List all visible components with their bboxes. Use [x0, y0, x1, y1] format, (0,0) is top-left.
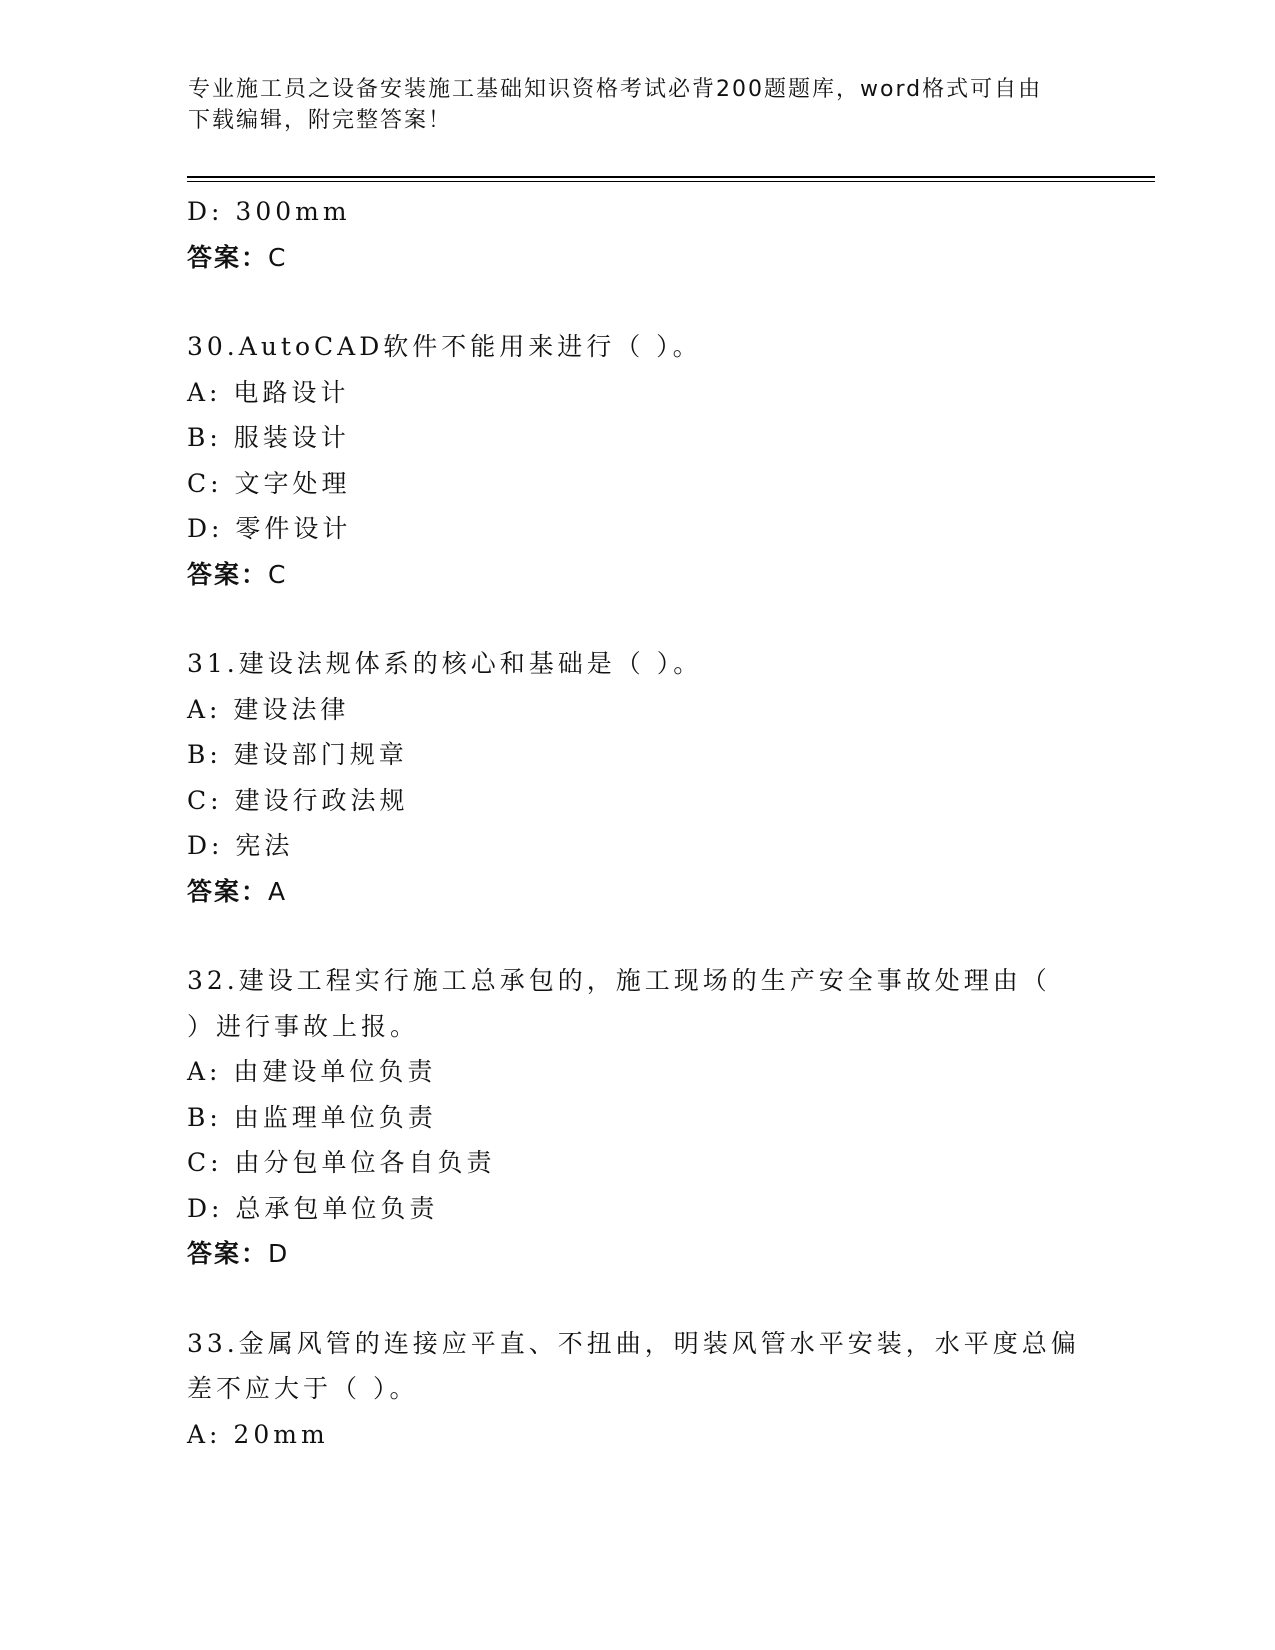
answer-value: C	[268, 242, 288, 272]
answer-value: C	[268, 559, 288, 589]
question-stem: 31.建设法规体系的核心和基础是（ ）。	[187, 649, 703, 678]
header-divider-thick	[187, 176, 1155, 178]
question-stem-line-2: ）进行事故上报。	[187, 1011, 420, 1041]
option-d: D: 300mm	[187, 197, 351, 226]
option-a: A: 电路设计	[187, 377, 350, 407]
option-a: A: 由建设单位负责	[187, 1057, 437, 1086]
option-c: C: 由分包单位各自负责	[187, 1148, 496, 1177]
question-gap	[187, 280, 1087, 324]
answer-line	[187, 552, 1087, 598]
answer-label: 答案：	[187, 1239, 269, 1268]
option-a: A: 20mm	[187, 1419, 329, 1449]
question-stem: 30.AutoCAD软件不能用来进行（ ）。	[187, 332, 702, 361]
header-line-1: 专业施工员之设备安装施工基础知识资格考试必背200题题库，word格式可自由	[188, 77, 1043, 102]
option-d: D: 宪法	[187, 831, 294, 860]
option-c: C: 文字处理	[187, 468, 351, 498]
option-b: B: 服装设计	[187, 423, 350, 452]
answer-label: 答案：	[187, 559, 269, 589]
question-32	[187, 958, 1087, 1277]
header-line-2: 下载编辑，附完整答案！	[188, 108, 453, 133]
question-stem-line-1: 33.金属风管的连接应平直、不扭曲，明装风管水平安装，水平度总偏	[187, 1328, 1080, 1358]
question-stem-line-2: 差不应大于（ ）。	[187, 1374, 419, 1403]
header-divider-thin	[187, 181, 1155, 182]
question-30	[187, 324, 1087, 597]
answer-line	[187, 1231, 1087, 1277]
question-list	[187, 189, 1087, 1457]
option-a: A: 建设法律	[187, 694, 350, 724]
question-gap	[187, 597, 1087, 641]
document-header	[188, 74, 1078, 136]
answer-value: A	[268, 876, 288, 906]
option-b: B: 由监理单位负责	[187, 1102, 437, 1132]
answer-line	[187, 869, 1087, 915]
option-b: B: 建设部门规章	[187, 740, 408, 769]
answer-label: 答案：	[187, 876, 269, 906]
option-d: D: 零件设计	[187, 514, 352, 543]
option-d: D: 总承包单位负责	[187, 1193, 439, 1223]
option-c: C: 建设行政法规	[187, 785, 409, 815]
question-gap	[187, 1277, 1087, 1321]
question-33	[187, 1321, 1087, 1458]
question-stem-line-1: 32.建设工程实行施工总承包的，施工现场的生产安全事故处理由（	[187, 966, 1051, 995]
answer-value: D	[268, 1239, 290, 1268]
question-31	[187, 641, 1087, 914]
answer-line	[187, 235, 1087, 281]
answer-label: 答案：	[187, 242, 269, 272]
question-gap	[187, 914, 1087, 958]
